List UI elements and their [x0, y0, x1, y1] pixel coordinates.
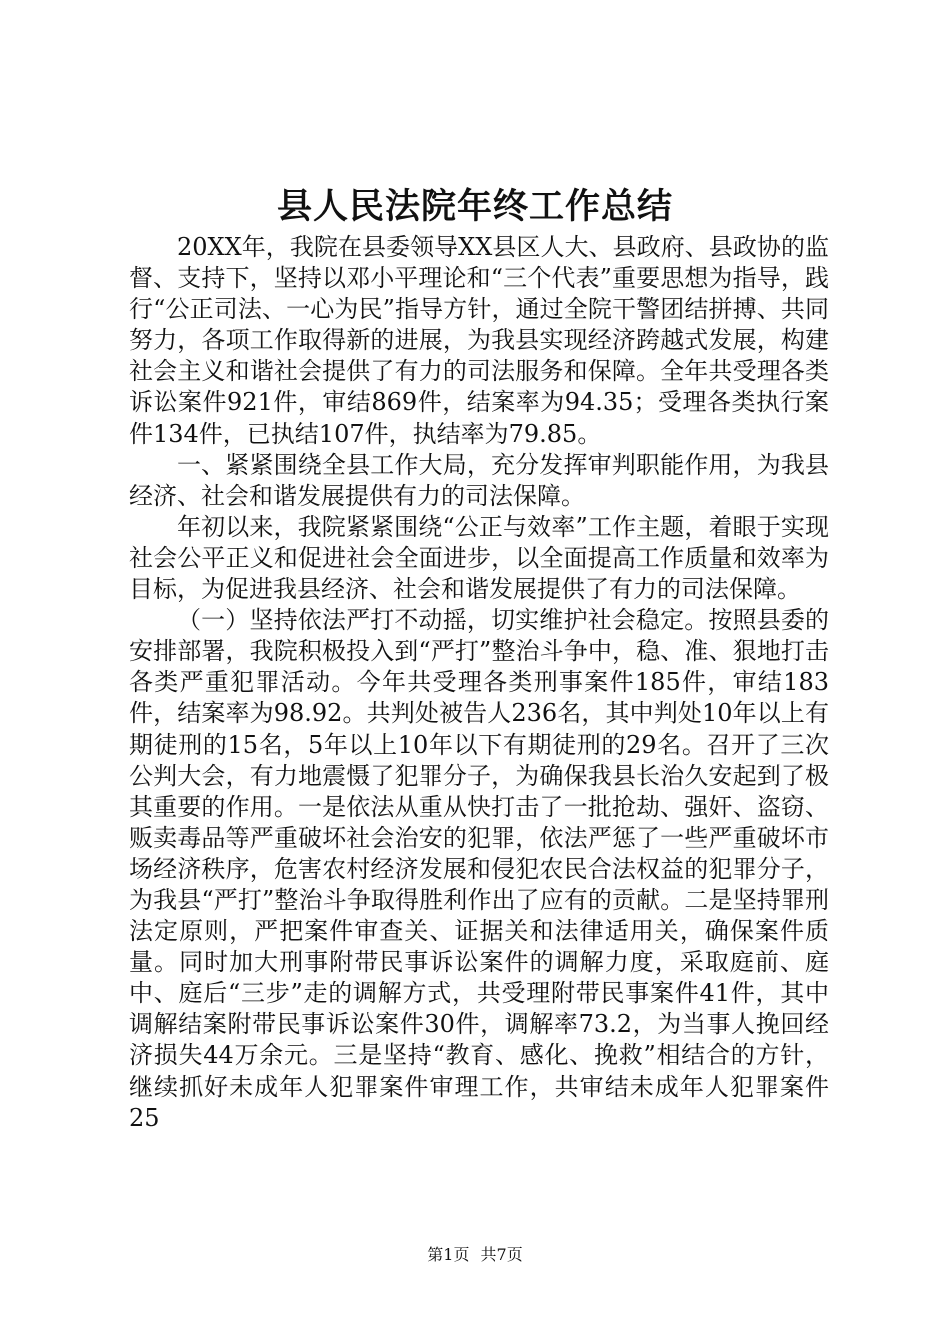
document-title: 县人民法院年终工作总结 [276, 187, 673, 227]
paragraph-section-one-heading: 一、紧紧围绕全县工作大局，充分发挥审判职能作用，为我县经济、社会和谐发展提供有力的司法保障。 [129, 450, 829, 510]
paragraph-section-one-overview: 年初以来，我院紧紧围绕“公正与效率”工作主题，着眼于实现社会公平正义和促进社会全面进步，以全面提高工作质量和效率为目标，为促进我县经济、社会和谐发展提供了有力的司法保障。 [129, 512, 829, 604]
page-footer [0, 1244, 950, 1266]
paragraph-subsection-one: （一）坚持依法严打不动摇，切实维护社会稳定。按照县委的安排部署，我院积极投入到“严打”整治斗争中，稳、准、狠地打击各类严重犯罪活动。今年共受理各类刑事案件185件，审结183件，结案率为98.92。共判处被告人236名，其中判处10年以上有期徒刑的15名，5年以上10年以下有期徒刑的29名。召开了三次公判大会，有力地震慑了犯罪分子，为确保我县长治久安起到了极其重要的作用。一是依法从重从快打击了一批抢劫、强奸、盗窃、贩卖毒品等严重破坏社会治安的犯罪，依法严惩了一些严重破坏市场经济秩序，危害农村经济发展和侵犯农民合法权益的犯罪分子，为我县“严打”整治斗争取得胜利作出了应有的贡献。二是坚持罪刑法定原则，严把案件审查关、证据关和法律适用关，确保案件质量。同时加大刑事附带民事诉讼案件的调解力度，采取庭前、庭中、庭后“三步”走的调解方式，共受理附带民事案件41件，其中调解结案附带民事诉讼案件30件，调解率73.2，为当事人挽回经济损失44万余元。三是坚持“教育、感化、挽救”相结合的方针，继续抓好未成年人犯罪案件审理工作，共审结未成年人犯罪案件25 [129, 606, 829, 1132]
page-number: 第1页 [427, 1245, 470, 1264]
paragraph-intro: 20XX年，我院在县委领导XX县区人大、县政府、县政协的监督、支持下，坚持以邓小平理论和“三个代表”重要思想为指导，践行“公正司法、一心为民”指导方针，通过全院干警团结拼搏、共同努力，各项工作取得新的进展，为我县实现经济跨越式发展，构建社会主义和谐社会提供了有力的司法服务和保障。全年共受理各类诉讼案件921件，审结869件，结案率为94.35；受理各类执行案件134件，已执结107件，执结率为79.85。 [129, 233, 829, 448]
document-body [129, 232, 829, 1134]
page-total: 共7页 [480, 1245, 523, 1264]
